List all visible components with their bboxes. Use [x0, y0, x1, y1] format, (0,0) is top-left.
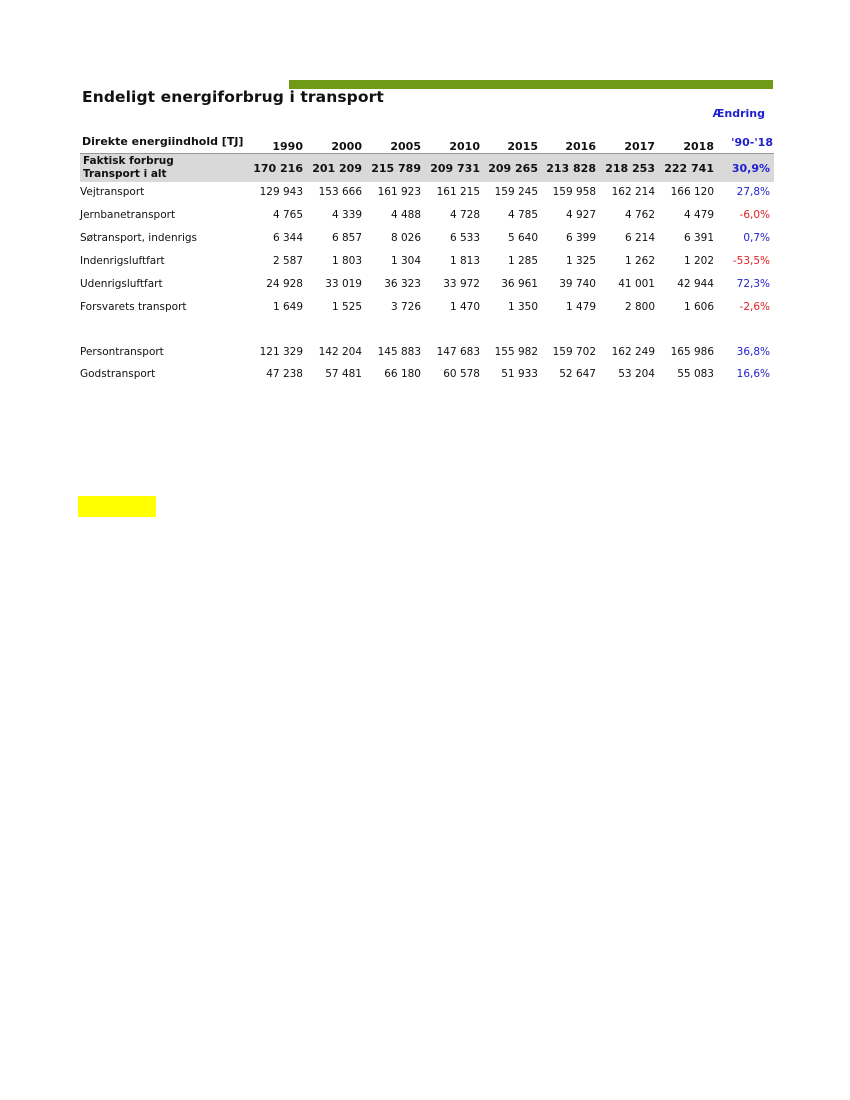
year-header-1990: 1990	[272, 140, 303, 153]
table-cell: 155 982	[494, 346, 538, 358]
row-label: Persontransport	[80, 346, 164, 358]
table-cell: 6 344	[272, 232, 303, 244]
year-header-2010: 2010	[449, 140, 480, 153]
table-cell: 121 329	[259, 346, 303, 358]
table-row	[80, 368, 774, 384]
table-cell: 5 640	[507, 232, 538, 244]
total-cell: 209 731	[430, 162, 480, 175]
total-cell: 170 216	[253, 162, 303, 175]
table-cell: 66 180	[384, 368, 421, 380]
table-cell: 147 683	[436, 346, 480, 358]
total-cell: 213 828	[546, 162, 596, 175]
table-cell: 161 923	[377, 186, 421, 198]
table-row	[80, 232, 774, 248]
year-header-2005: 2005	[390, 140, 421, 153]
table-cell: 24 928	[266, 278, 303, 290]
change-cell: -6,0%	[739, 209, 770, 221]
table-cell: 1 304	[390, 255, 421, 267]
table-cell: 36 961	[501, 278, 538, 290]
row-label: Søtransport, indenrigs	[80, 232, 198, 244]
table-cell: 53 204	[618, 368, 655, 380]
change-cell: 0,7%	[743, 232, 770, 244]
change-cell: 16,6%	[736, 368, 770, 380]
table-cell: 162 249	[611, 346, 655, 358]
table-cell: 51 933	[501, 368, 538, 380]
page-title: Endeligt energiforbrug i transport	[82, 88, 384, 106]
table-cell: 153 666	[318, 186, 362, 198]
table-cell: 6 857	[331, 232, 362, 244]
change-cell: 72,3%	[736, 278, 770, 290]
table-cell: 6 533	[449, 232, 480, 244]
table-cell: 6 214	[624, 232, 655, 244]
table-cell: 8 026	[390, 232, 421, 244]
table-cell: 1 606	[683, 301, 714, 313]
change-cell: 36,8%	[736, 346, 770, 358]
table-cell: 4 488	[390, 209, 421, 221]
table-cell: 33 972	[443, 278, 480, 290]
table-cell: 161 215	[436, 186, 480, 198]
table-cell: 2 587	[272, 255, 303, 267]
table-cell: 1 325	[565, 255, 596, 267]
change-period-header: '90-'18	[731, 136, 773, 149]
row-label: Udenrigsluftfart	[80, 278, 163, 290]
total-label-line1: Faktisk forbrug	[83, 155, 174, 167]
total-label	[83, 155, 174, 181]
table-cell: 1 803	[331, 255, 362, 267]
total-cell: 218 253	[605, 162, 655, 175]
table-cell: 1 350	[507, 301, 538, 313]
total-cell: 222 741	[664, 162, 714, 175]
table-cell: 6 391	[683, 232, 714, 244]
change-cell: -2,6%	[739, 301, 770, 313]
table-cell: 41 001	[618, 278, 655, 290]
table-cell: 52 647	[559, 368, 596, 380]
table-cell: 159 702	[552, 346, 596, 358]
change-label: Ændring	[712, 107, 765, 120]
table-cell: 39 740	[559, 278, 596, 290]
table-row	[80, 186, 774, 202]
year-header-2016: 2016	[565, 140, 596, 153]
table-row	[80, 255, 774, 271]
table-cell: 4 762	[624, 209, 655, 221]
table-cell: 36 323	[384, 278, 421, 290]
table-cell: 159 958	[552, 186, 596, 198]
total-cell: 209 265	[488, 162, 538, 175]
table-cell: 165 986	[670, 346, 714, 358]
change-cell: 27,8%	[736, 186, 770, 198]
total-change: 30,9%	[731, 162, 770, 175]
table-cell: 166 120	[670, 186, 714, 198]
table-cell: 1 470	[449, 301, 480, 313]
row-label: Godstransport	[80, 368, 156, 380]
table-cell: 2 800	[624, 301, 655, 313]
table-cell: 1 649	[272, 301, 303, 313]
table-cell: 4 785	[507, 209, 538, 221]
total-cell: 215 789	[371, 162, 421, 175]
row-label: Jernbanetransport	[80, 209, 176, 221]
total-cell: 201 209	[312, 162, 362, 175]
row-label: Vejtransport	[80, 186, 145, 198]
table-cell: 47 238	[266, 368, 303, 380]
year-header-2017: 2017	[624, 140, 655, 153]
table-cell: 1 525	[331, 301, 362, 313]
table-row	[80, 209, 774, 225]
table-cell: 55 083	[677, 368, 714, 380]
table-cell: 4 728	[449, 209, 480, 221]
table-cell: 159 245	[494, 186, 538, 198]
table-cell: 1 262	[624, 255, 655, 267]
table-header-label: Direkte energiindhold [TJ]	[82, 135, 244, 148]
table-cell: 129 943	[259, 186, 303, 198]
table-row	[80, 278, 774, 294]
table-cell: 1 202	[683, 255, 714, 267]
change-cell: -53,5%	[732, 255, 770, 267]
yellow-highlight-box	[78, 496, 156, 517]
table-cell: 145 883	[377, 346, 421, 358]
table-row	[80, 301, 774, 317]
row-label: Forsvarets transport	[80, 301, 187, 313]
table-cell: 3 726	[390, 301, 421, 313]
year-header-2015: 2015	[507, 140, 538, 153]
table-row	[80, 346, 774, 362]
table-cell: 57 481	[325, 368, 362, 380]
table-cell: 4 927	[565, 209, 596, 221]
table-cell: 162 214	[611, 186, 655, 198]
row-label: Indenrigsluftfart	[80, 255, 165, 267]
table-cell: 1 285	[507, 255, 538, 267]
table-cell: 4 339	[331, 209, 362, 221]
year-header-2018: 2018	[683, 140, 714, 153]
table-cell: 4 765	[272, 209, 303, 221]
total-label-line2: Transport i alt	[83, 168, 167, 180]
total-row	[80, 154, 774, 182]
table-cell: 6 399	[565, 232, 596, 244]
table-cell: 33 019	[325, 278, 362, 290]
table-cell: 142 204	[318, 346, 362, 358]
table-cell: 42 944	[677, 278, 714, 290]
table-cell: 1 479	[565, 301, 596, 313]
table-cell: 60 578	[443, 368, 480, 380]
year-header-2000: 2000	[331, 140, 362, 153]
table-cell: 4 479	[683, 209, 714, 221]
table-cell: 1 813	[449, 255, 480, 267]
